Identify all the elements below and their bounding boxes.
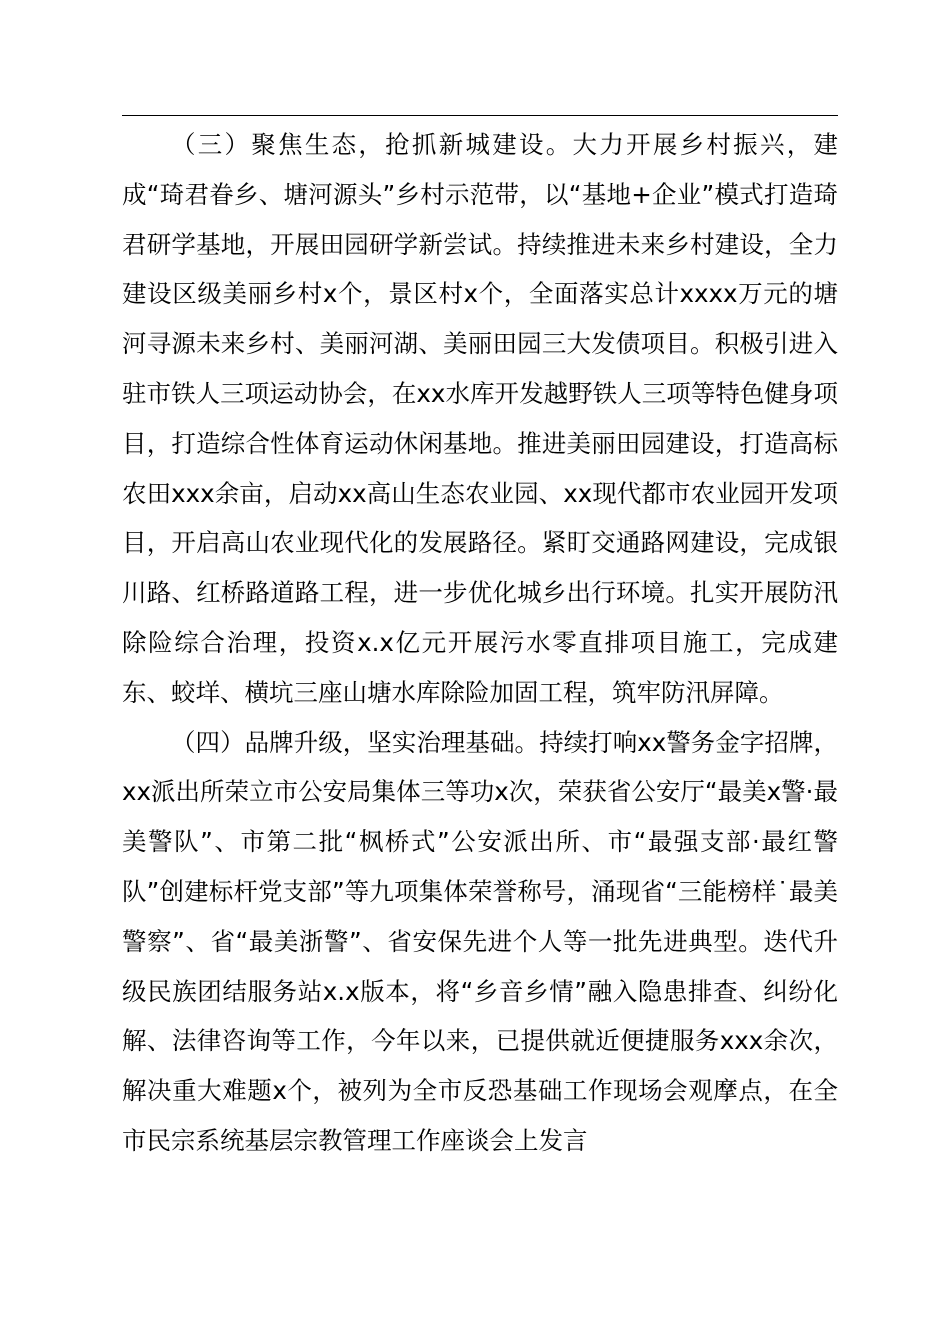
paragraph-brand-upgrade: （四）品牌升级，坚实治理基础。持续打响xx警务金字招牌，xx派出所荣立市公安局集体三等功x次，荣获省公安厅“最美x警·最美警队”、市第二批“枫桥式”公安派出所、市“最强支部·最红警队”创建标杆党支部”等九项集体荣誉称号，涌现省“三能榜样˙最美警察”、省“最美浙警”、省安保先进个人等一批先进典型。迭代升级民族团结服务站x.x版本，将“乡音乡情”融入隐患排查、纠纷化解、法律咨询等工作，今年以来，已提供就近便捷服务xxx余次，解决重大难题x个，被列为全市反恐基础工作现场会观摩点，在全市民宗系统基层宗教管理工作座谈会上发言: [122, 727, 838, 1155]
header-rule: [122, 115, 838, 116]
document-body: [122, 120, 838, 1166]
paragraph-ecology: （三）聚焦生态，抢抓新城建设。大力开展乡村振兴，建成“琦君眷乡、塘河源头”乡村示范带，以“基地+企业”模式打造琦君研学基地，开展田园研学新尝试。持续推进未来乡村建设，全力建设区级美丽乡村x个，景区村x个，全面落实总计xxxx万元的塘河寻源未来乡村、美丽河湖、美丽田园三大发债项目。积极引进入驻市铁人三项运动协会，在xx水库开发越野铁人三项等特色健身项目，打造综合性体育运动休闲基地。推进美丽田园建设，打造高标农田xxx余亩，启动xx高山生态农业园、xx现代都市农业园开发项目，开启高山农业现代化的发展路径。紧盯交通路网建设，完成银川路、红桥路道路工程，进一步优化城乡出行环境。扎实开展防汛除险综合治理，投资x.x亿元开展污水零直排项目施工，完成建东、蛟垟、横坑三座山塘水库除险加固工程，筑牢防汛屏障。: [122, 130, 838, 707]
